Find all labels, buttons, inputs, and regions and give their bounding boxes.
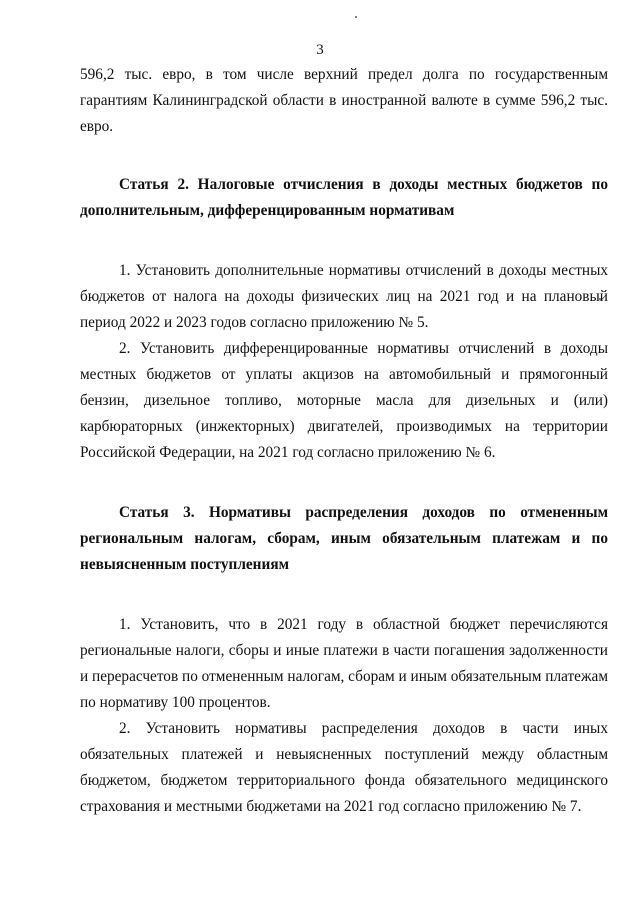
article-2-heading: Статья 2. Налоговые отчисления в доходы местных бюджетов по дополнительным, дифференцированным нормативам xyxy=(80,176,608,219)
page-number: 3 xyxy=(316,42,324,58)
article-2-item-1: 1. Установить дополнительные нормативы отчислений в доходы местных бюджетов от налога на доходы физических лиц на 2021 год и на плановый период 2022 и 2023 годов согласно приложению № 5. xyxy=(80,262,608,331)
article-3-heading: Статья 3. Нормативы распределения доходов по отмененным региональным налогам, сборам, иным обязательным платежам и по невыясненным поступлениям xyxy=(80,504,608,573)
article-3-item-2: 2. Установить нормативы распределения доходов в части иных обязательных платежей и невыясненных поступлений между областным бюджетом, бюджетом территориального фонда обязательного медицинского страхования и местными бюджетами на 2021 год согласно приложению № 7. xyxy=(80,720,608,815)
article-2-item-2: 2. Установить дифференцированные нормативы отчислений в доходы местных бюджетов от уплаты акцизов на автомобильный и прямогонный бензин, дизельное топливо, моторные масла для дизельных и (или) карбюраторных (инжекторных) двигателей, производимых на территории Российской Федерации, на 2021 год согласно приложению № 6. xyxy=(80,340,608,461)
paragraph-continuation: 596,2 тыс. евро, в том числе верхний предел долга по государственным гарантиям Калининградской области в иностранной валюте в сумме 596,2 тыс. евро. xyxy=(80,66,608,135)
document-body xyxy=(80,62,608,820)
scan-speck xyxy=(355,16,357,18)
article-3-item-1: 1. Установить, что в 2021 году в областной бюджет перечисляются региональные налоги, сборы и иные платежи в части погашения задолженности и перерасчетов по отмененным налогам, сборам и иным обязательным платежам по нормативу 100 процентов. xyxy=(80,616,608,711)
